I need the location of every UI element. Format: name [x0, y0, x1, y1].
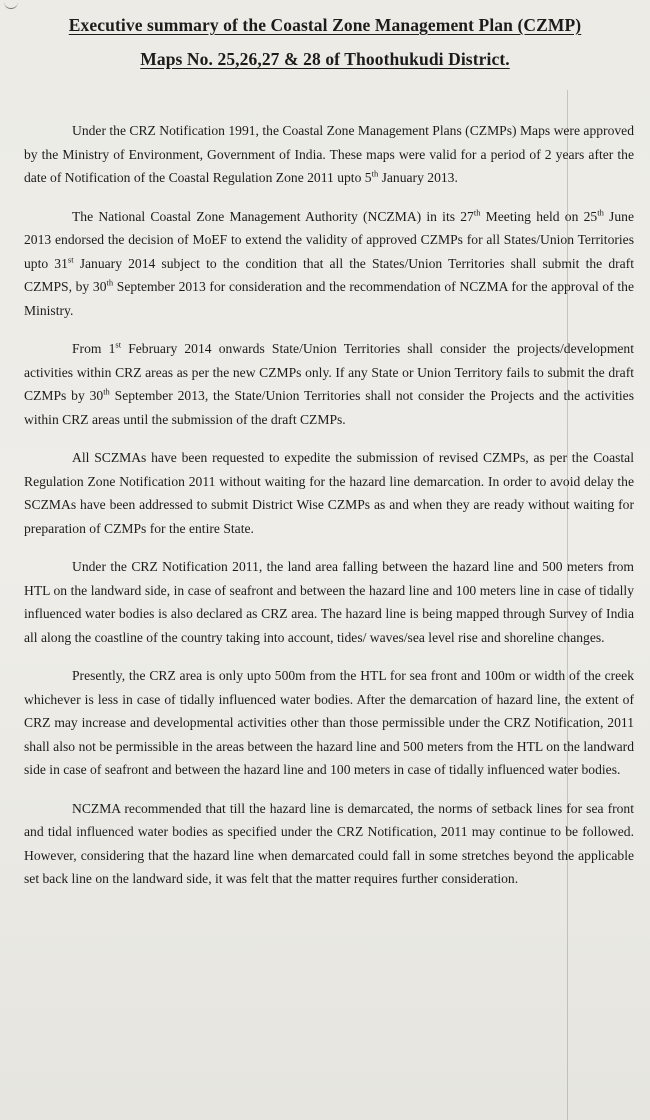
paragraph-text: February 2014 onwards State/Union Territories shall consider the projects/development activities within CRZ areas as per the new CZMPs only. If any State or Union Territory fails to submit the draft CZMPs by 30 [24, 341, 635, 403]
paragraph [24, 205, 634, 323]
paragraph-text: September 2013, the State/Union Territories shall not consider the Projects and the activities within CRZ areas until the submission of the draft CZMPs. [24, 388, 634, 427]
superscript-ordinal: th [473, 206, 481, 217]
paragraph-text: June 2013 endorsed the decision of MoEF to extend the validity of approved CZMPs for all States/Union Territories upto 31 [24, 208, 634, 271]
paragraph [24, 797, 634, 891]
document-title: Executive summary of the Coastal Zone Management Plan (CZMP) [68, 15, 582, 35]
superscript-ordinal: th [106, 277, 114, 288]
paragraph [24, 664, 634, 782]
paragraph-text: Under the CRZ Notification 1991, the Coastal Zone Management Plans (CZMPs) Maps were approved by the Ministry of Environment, Government of India. These maps were valid for a period of 2 years after the date of Notification of the Coastal Regulation Zone 2011 upto 5 [24, 123, 634, 185]
paragraph-text: Presently, the CRZ area is only upto 500m from the HTL for sea front and 100m or width of the creek whichever is less in case of tidally influenced water bodies. After the demarcation of hazard line, the extent of CRZ may increase and developmental activities other than those permissible under the CRZ Notification, 2011 shall also not be permissible in the areas between the hazard line and 500 meters from the HTL on the landward side in case of seafront and between the hazard line and 100 meters in case of tidally influenced water bodies. [24, 668, 634, 777]
document-header [0, 8, 650, 76]
paragraph-text: January 2013. [378, 170, 458, 185]
superscript-ordinal: th [597, 206, 604, 217]
paragraph-text: NCZMA recommended that till the hazard line is demarcated, the norms of setback lines for sea front and tidal influenced water bodies as specified under the CRZ Notification, 2011 may continue to be followed. However, considering that the hazard line when demarcated could fall in some stretches beyond the applicable set back line on the landward side, it was felt that the matter requires further consideration. [24, 800, 634, 886]
paragraph-text: From 1 [72, 341, 116, 356]
document-body [24, 119, 634, 906]
superscript-ordinal: st [67, 253, 74, 264]
superscript-ordinal: st [115, 339, 122, 350]
paragraph [24, 446, 634, 540]
document-subtitle: Maps No. 25,26,27 & 28 of Thoothukudi District. [140, 49, 510, 69]
paragraph [24, 337, 634, 431]
paragraph-text: Under the CRZ Notification 2011, the land area falling between the hazard line and 500 meters from HTL on the landward side, in case of seafront and between the hazard line and 100 meters line in case of tidally influenced water bodies is also declared as CRZ area. The hazard line is being mapped through Survey of India all along the coastline of the country taking into account, tides/ waves/sea level rise and shoreline changes. [24, 559, 634, 645]
superscript-ordinal: th [103, 386, 110, 397]
paragraph-text: January 2014 subject to the condition that all the States/Union Territories shall submit the draft CZMPS, by 30 [24, 255, 634, 294]
paragraph-text: All SCZMAs have been requested to expedite the submission of revised CZMPs, as per the Coastal Regulation Zone Notification 2011 without waiting for the hazard line demarcation. In order to avoid delay the SCZMAs have been addressed to submit District Wise CZMPs as and when they are ready without waiting for preparation of CZMPs for the entire State. [24, 450, 634, 536]
paragraph-text: The National Coastal Zone Management Authority (NCZMA) in its 27 [72, 208, 474, 224]
paragraph [24, 555, 634, 649]
paragraph-text: September 2013 for consideration and the recommendation of NCZMA for the approval of the Ministry. [24, 279, 634, 318]
superscript-ordinal: th [371, 168, 379, 179]
paragraph-text: Meeting held on 25 [480, 208, 598, 224]
paragraph [24, 119, 634, 190]
